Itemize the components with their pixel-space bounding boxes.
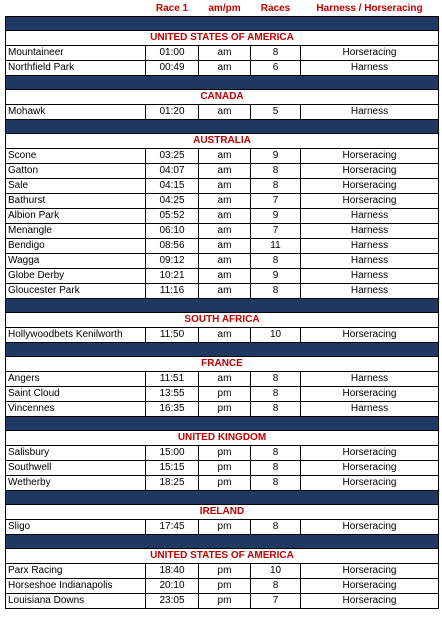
race1-time: 01:20 xyxy=(146,105,199,120)
races-count: 7 xyxy=(251,224,301,239)
race1-time: 04:07 xyxy=(146,164,199,179)
venue-name: Hollywoodbets Kenilworth xyxy=(6,328,146,343)
table-row xyxy=(6,46,439,61)
race-type: Harness xyxy=(301,372,439,387)
race1-time: 08:56 xyxy=(146,239,199,254)
race1-time: 11:16 xyxy=(146,284,199,299)
races-count: 10 xyxy=(251,564,301,579)
ampm-value: am xyxy=(199,254,251,269)
race-type: Harness xyxy=(301,284,439,299)
ampm-value: pm xyxy=(199,461,251,476)
race-type: Horseracing xyxy=(301,194,439,209)
table-row xyxy=(6,328,439,343)
country-heading: AUSTRALIA xyxy=(6,134,439,149)
race1-time: 06:10 xyxy=(146,224,199,239)
table-row xyxy=(6,149,439,164)
race-type: Horseracing xyxy=(301,387,439,402)
venue-name: Southwell xyxy=(6,461,146,476)
race-type: Harness xyxy=(301,254,439,269)
ampm-value: pm xyxy=(199,579,251,594)
table-row xyxy=(6,105,439,120)
race-type: Horseracing xyxy=(301,476,439,491)
race-schedule-body xyxy=(6,2,439,609)
races-count: 7 xyxy=(251,194,301,209)
table-row xyxy=(6,579,439,594)
venue-name: Albion Park xyxy=(6,209,146,224)
venue-name: Sale xyxy=(6,179,146,194)
table-row xyxy=(6,372,439,387)
country-heading: CANADA xyxy=(6,90,439,105)
section-divider xyxy=(6,76,439,90)
section-divider xyxy=(6,417,439,431)
race-type: Horseracing xyxy=(301,149,439,164)
race1-time: 17:45 xyxy=(146,520,199,535)
ampm-value: am xyxy=(199,105,251,120)
ampm-value: am xyxy=(199,284,251,299)
race1-time: 09:12 xyxy=(146,254,199,269)
race-type: Horseracing xyxy=(301,328,439,343)
race1-time: 04:25 xyxy=(146,194,199,209)
races-count: 8 xyxy=(251,164,301,179)
races-count: 9 xyxy=(251,269,301,284)
race1-time: 18:25 xyxy=(146,476,199,491)
section-divider-bar xyxy=(6,535,439,549)
race-type: Harness xyxy=(301,105,439,120)
country-row xyxy=(6,357,439,372)
ampm-value: am xyxy=(199,149,251,164)
section-divider-bar xyxy=(6,417,439,431)
race1-time: 10:21 xyxy=(146,269,199,284)
country-heading: UNITED STATES OF AMERICA xyxy=(6,549,439,564)
ampm-value: am xyxy=(199,179,251,194)
venue-name: Salisbury xyxy=(6,446,146,461)
country-row xyxy=(6,549,439,564)
races-count: 5 xyxy=(251,105,301,120)
race1-time: 01:00 xyxy=(146,46,199,61)
section-divider xyxy=(6,343,439,357)
race-type: Horseracing xyxy=(301,520,439,535)
race-type: Harness xyxy=(301,224,439,239)
race1-time: 18:40 xyxy=(146,564,199,579)
race1-time: 05:52 xyxy=(146,209,199,224)
races-count: 9 xyxy=(251,149,301,164)
race-type: Horseracing xyxy=(301,164,439,179)
races-count: 8 xyxy=(251,476,301,491)
race1-time: 16:35 xyxy=(146,402,199,417)
race-type: Horseracing xyxy=(301,446,439,461)
country-heading: IRELAND xyxy=(6,505,439,520)
section-divider xyxy=(6,535,439,549)
country-heading: UNITED KINGDOM xyxy=(6,431,439,446)
race1-time: 00:49 xyxy=(146,61,199,76)
races-count: 8 xyxy=(251,446,301,461)
section-divider-bar xyxy=(6,491,439,505)
ampm-value: pm xyxy=(199,594,251,609)
venue-name: Gloucester Park xyxy=(6,284,146,299)
header-ampm: am/pm xyxy=(199,2,251,17)
race-type: Harness xyxy=(301,61,439,76)
country-row xyxy=(6,90,439,105)
race1-time: 20:10 xyxy=(146,579,199,594)
ampm-value: pm xyxy=(199,520,251,535)
venue-name: Bathurst xyxy=(6,194,146,209)
venue-name: Mohawk xyxy=(6,105,146,120)
section-divider-bar xyxy=(6,17,439,31)
table-row xyxy=(6,446,439,461)
race-schedule-table xyxy=(5,2,439,609)
venue-name: Louisiana Downs xyxy=(6,594,146,609)
race-type: Horseracing xyxy=(301,46,439,61)
country-row xyxy=(6,313,439,328)
race1-time: 15:15 xyxy=(146,461,199,476)
header-blank-cell xyxy=(6,2,146,17)
table-row xyxy=(6,179,439,194)
race-type: Harness xyxy=(301,209,439,224)
section-divider-bar xyxy=(6,299,439,313)
race-type: Horseracing xyxy=(301,461,439,476)
venue-name: Gatton xyxy=(6,164,146,179)
races-count: 8 xyxy=(251,387,301,402)
table-row xyxy=(6,476,439,491)
ampm-value: am xyxy=(199,328,251,343)
race-type: Harness xyxy=(301,239,439,254)
ampm-value: pm xyxy=(199,476,251,491)
ampm-value: am xyxy=(199,194,251,209)
ampm-value: am xyxy=(199,269,251,284)
races-count: 8 xyxy=(251,46,301,61)
race-schedule-sheet xyxy=(5,2,438,609)
country-heading: SOUTH AFRICA xyxy=(6,313,439,328)
races-count: 8 xyxy=(251,461,301,476)
table-row xyxy=(6,402,439,417)
races-count: 7 xyxy=(251,594,301,609)
race1-time: 15:00 xyxy=(146,446,199,461)
race-type: Horseracing xyxy=(301,594,439,609)
race-type: Harness xyxy=(301,402,439,417)
venue-name: Scone xyxy=(6,149,146,164)
venue-name: Globe Derby xyxy=(6,269,146,284)
table-row xyxy=(6,461,439,476)
race1-time: 11:50 xyxy=(146,328,199,343)
race-type: Horseracing xyxy=(301,579,439,594)
ampm-value: am xyxy=(199,46,251,61)
venue-name: Wetherby xyxy=(6,476,146,491)
venue-name: Horseshoe Indianapolis xyxy=(6,579,146,594)
race1-time: 04:15 xyxy=(146,179,199,194)
section-divider xyxy=(6,299,439,313)
ampm-value: am xyxy=(199,164,251,179)
race-type: Harness xyxy=(301,269,439,284)
country-heading: FRANCE xyxy=(6,357,439,372)
races-count: 8 xyxy=(251,372,301,387)
races-count: 8 xyxy=(251,579,301,594)
table-row xyxy=(6,209,439,224)
ampm-value: pm xyxy=(199,402,251,417)
race1-time: 23:05 xyxy=(146,594,199,609)
country-heading: UNITED STATES OF AMERICA xyxy=(6,31,439,46)
ampm-value: am xyxy=(199,239,251,254)
ampm-value: pm xyxy=(199,564,251,579)
ampm-value: pm xyxy=(199,387,251,402)
header-type: Harness / Horseracing xyxy=(301,2,439,17)
header-row xyxy=(6,2,439,17)
country-row xyxy=(6,505,439,520)
race-type: Horseracing xyxy=(301,179,439,194)
races-count: 8 xyxy=(251,179,301,194)
table-row xyxy=(6,284,439,299)
venue-name: Mountaineer xyxy=(6,46,146,61)
race1-time: 13:55 xyxy=(146,387,199,402)
venue-name: Northfield Park xyxy=(6,61,146,76)
country-row xyxy=(6,31,439,46)
ampm-value: am xyxy=(199,61,251,76)
races-count: 11 xyxy=(251,239,301,254)
section-divider xyxy=(6,491,439,505)
table-row xyxy=(6,254,439,269)
table-row xyxy=(6,594,439,609)
country-row xyxy=(6,134,439,149)
venue-name: Wagga xyxy=(6,254,146,269)
section-divider xyxy=(6,17,439,31)
race1-time: 03:25 xyxy=(146,149,199,164)
header-race1: Race 1 xyxy=(146,2,199,17)
table-row xyxy=(6,564,439,579)
header-races: Races xyxy=(251,2,301,17)
venue-name: Angers xyxy=(6,372,146,387)
venue-name: Vincennes xyxy=(6,402,146,417)
table-row xyxy=(6,239,439,254)
ampm-value: pm xyxy=(199,446,251,461)
table-row xyxy=(6,164,439,179)
venue-name: Bendigo xyxy=(6,239,146,254)
table-row xyxy=(6,194,439,209)
table-row xyxy=(6,269,439,284)
table-row xyxy=(6,224,439,239)
races-count: 9 xyxy=(251,209,301,224)
table-row xyxy=(6,520,439,535)
ampm-value: am xyxy=(199,209,251,224)
ampm-value: am xyxy=(199,372,251,387)
section-divider-bar xyxy=(6,76,439,90)
race-type: Horseracing xyxy=(301,564,439,579)
country-row xyxy=(6,431,439,446)
venue-name: Menangle xyxy=(6,224,146,239)
races-count: 8 xyxy=(251,402,301,417)
section-divider-bar xyxy=(6,343,439,357)
races-count: 8 xyxy=(251,254,301,269)
ampm-value: am xyxy=(199,224,251,239)
venue-name: Saint Cloud xyxy=(6,387,146,402)
races-count: 10 xyxy=(251,328,301,343)
races-count: 8 xyxy=(251,520,301,535)
table-row xyxy=(6,387,439,402)
venue-name: Sligo xyxy=(6,520,146,535)
venue-name: Parx Racing xyxy=(6,564,146,579)
races-count: 6 xyxy=(251,61,301,76)
section-divider-bar xyxy=(6,120,439,134)
section-divider xyxy=(6,120,439,134)
race1-time: 11:51 xyxy=(146,372,199,387)
races-count: 8 xyxy=(251,284,301,299)
table-row xyxy=(6,61,439,76)
